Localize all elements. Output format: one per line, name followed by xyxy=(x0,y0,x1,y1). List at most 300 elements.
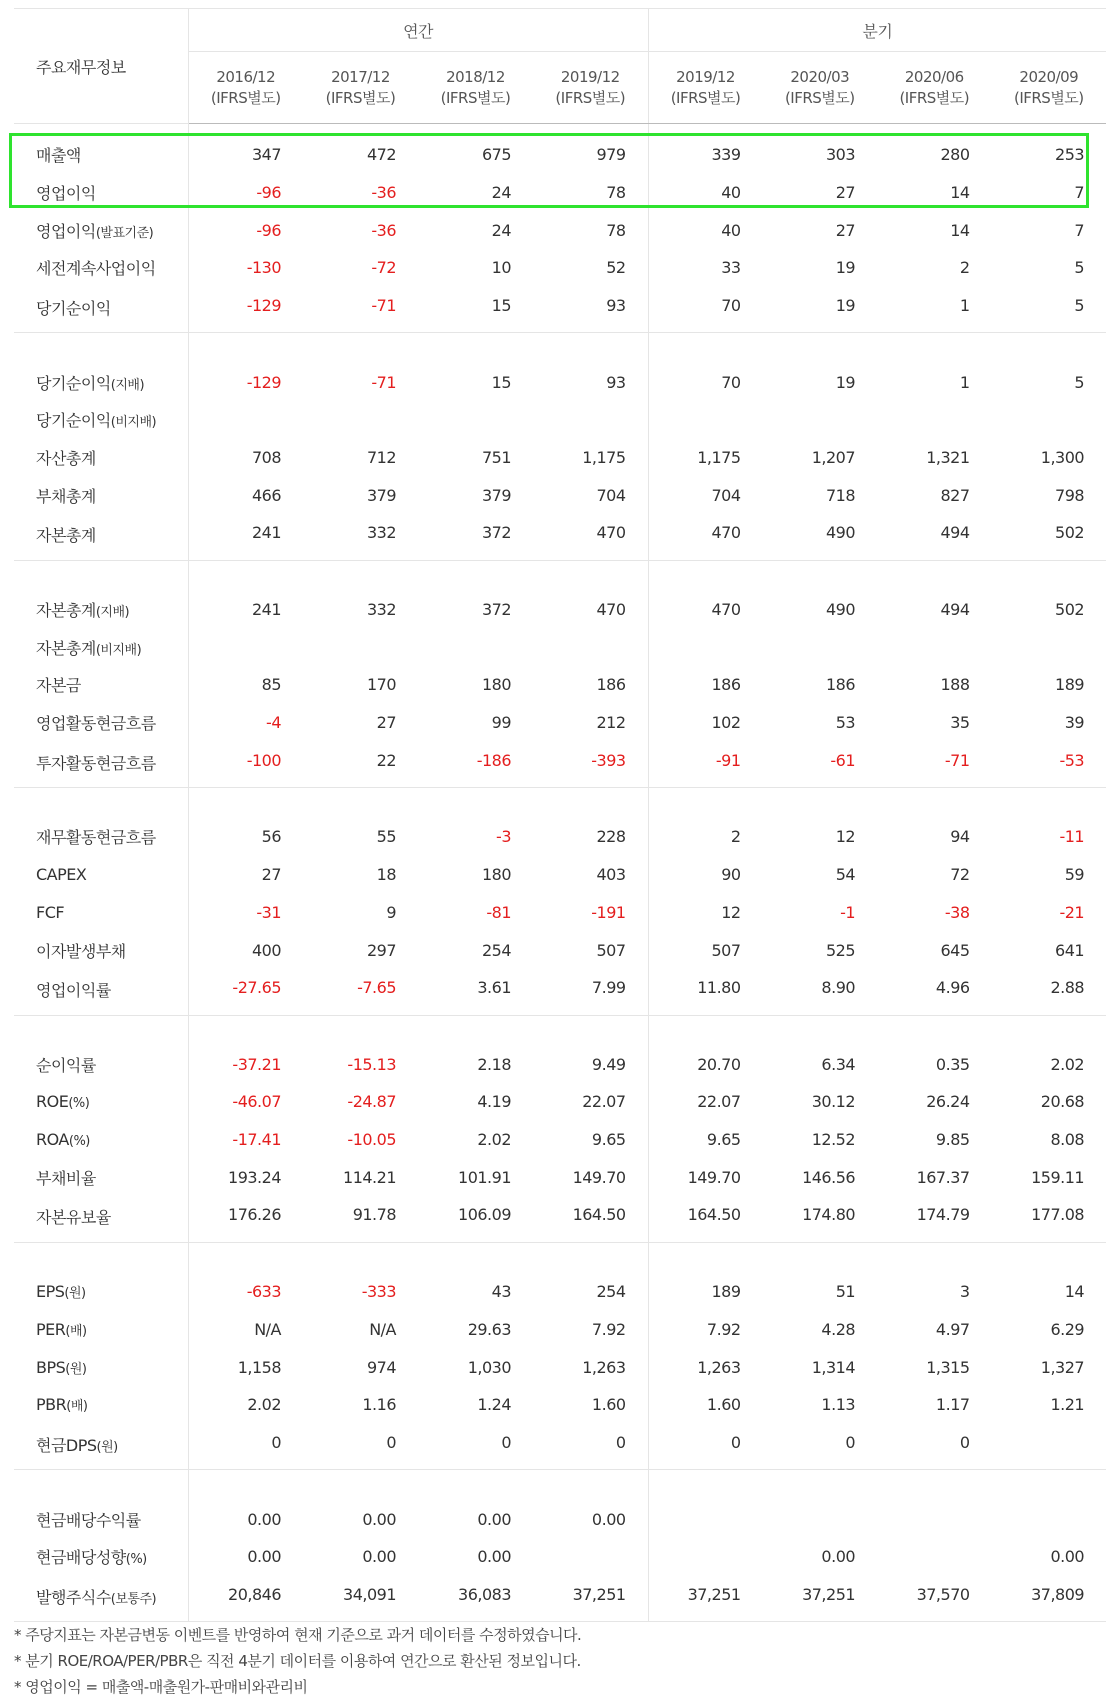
value-cell: 0.00 xyxy=(1050,1547,1085,1567)
row-label-text: ROA xyxy=(36,1130,69,1150)
row-label xyxy=(14,1083,188,1121)
column-basis: (IFRS별도) xyxy=(210,88,281,107)
row-label-text: 현금배당수익률 xyxy=(36,1510,141,1530)
value-cell: 0.00 xyxy=(247,1509,281,1529)
value-cell: 27 xyxy=(261,865,281,885)
value-cell xyxy=(763,628,878,666)
row-label-text: PER xyxy=(36,1319,66,1339)
column-basis: (IFRS별도) xyxy=(670,88,741,107)
value-cell: 167.37 xyxy=(916,1168,970,1188)
value-cell: 43 xyxy=(491,1282,511,1302)
table-row xyxy=(14,931,1106,969)
value-cell: 33 xyxy=(721,258,741,278)
row-label-text: 현금DPS xyxy=(36,1435,97,1455)
value-cell: 1,263 xyxy=(533,1348,648,1386)
value-cell: 27 xyxy=(835,220,856,240)
value-cell: -129 xyxy=(246,372,281,392)
value-cell: 22 xyxy=(303,742,418,788)
value-cell: N/A xyxy=(369,1319,396,1339)
value-cell: 507 xyxy=(711,940,741,960)
row-label-suffix: (비지배) xyxy=(95,642,142,658)
value-cell: 51 xyxy=(835,1282,856,1302)
value-cell xyxy=(648,1538,763,1576)
value-cell: 12 xyxy=(721,902,741,922)
value-cell xyxy=(992,1470,1107,1538)
value-cell: 228 xyxy=(533,788,648,856)
value-cell: 9.65 xyxy=(533,1121,648,1159)
value-cell: 164.50 xyxy=(648,1196,763,1242)
value-cell: 186 xyxy=(711,675,741,695)
row-label-suffix: (%) xyxy=(68,1134,90,1150)
value-cell: 372 xyxy=(481,600,511,620)
value-cell: 2.18 xyxy=(477,1054,511,1074)
value-cell: 146.56 xyxy=(802,1168,856,1188)
value-cell: 12.52 xyxy=(811,1130,856,1150)
table-body xyxy=(14,124,1106,1622)
value-cell: 494 xyxy=(940,600,970,620)
value-cell: 6.29 xyxy=(1050,1319,1085,1339)
value-cell: 0 xyxy=(648,1424,763,1470)
table-row xyxy=(14,1348,1106,1386)
value-cell: -72 xyxy=(371,258,396,278)
row-label-text: BPS xyxy=(36,1357,66,1377)
value-cell: 4.96 xyxy=(877,969,992,1015)
row-label-text: 영업이익 xyxy=(36,221,96,241)
table-row xyxy=(14,856,1106,894)
value-cell: 24 xyxy=(491,220,511,240)
value-cell: 472 xyxy=(366,145,396,165)
value-cell: -11 xyxy=(1059,827,1085,847)
value-cell: 101.91 xyxy=(458,1168,511,1188)
row-label-text: 부채비율 xyxy=(36,1169,96,1189)
table-row xyxy=(14,1576,1106,1622)
value-cell: 1,321 xyxy=(926,448,970,468)
value-cell: 19 xyxy=(835,258,856,278)
value-cell: -61 xyxy=(763,742,878,788)
table-row xyxy=(14,439,1106,477)
row-label-text: 영업이익 xyxy=(36,183,96,203)
value-cell: 1.60 xyxy=(706,1395,741,1415)
value-cell: 712 xyxy=(366,448,396,468)
row-label xyxy=(14,1015,188,1083)
value-cell: 470 xyxy=(533,560,648,628)
row-label-text: 영업활동현금흐름 xyxy=(36,714,156,734)
table-row xyxy=(14,124,1106,174)
column-header xyxy=(418,52,533,124)
row-label-text: 순이익률 xyxy=(36,1055,96,1075)
value-cell xyxy=(992,628,1107,666)
value-cell: 1 xyxy=(877,287,992,333)
value-cell: -191 xyxy=(533,893,648,931)
table-row xyxy=(14,174,1106,212)
value-cell: 149.70 xyxy=(687,1168,741,1188)
value-cell: 5 xyxy=(1074,258,1085,278)
value-cell: 15 xyxy=(418,287,533,333)
table-row xyxy=(14,893,1106,931)
row-label-suffix: (%) xyxy=(125,1552,147,1568)
table-row xyxy=(14,287,1106,333)
value-cell xyxy=(992,1424,1107,1470)
value-cell: 14 xyxy=(1064,1282,1085,1302)
value-cell: 91.78 xyxy=(303,1196,418,1242)
value-cell: 56 xyxy=(261,827,281,847)
value-cell: 1.16 xyxy=(362,1395,396,1415)
value-cell xyxy=(648,1470,763,1538)
value-cell: -10.05 xyxy=(347,1130,396,1150)
value-cell: 0 xyxy=(763,1424,878,1470)
value-cell: 645 xyxy=(940,940,970,960)
table-row xyxy=(14,1386,1106,1424)
value-cell: 53 xyxy=(835,713,856,733)
value-cell: 641 xyxy=(1055,940,1085,960)
value-cell: -71 xyxy=(877,742,992,788)
value-cell: 0.35 xyxy=(935,1054,970,1074)
value-cell: 0.00 xyxy=(477,1547,511,1567)
column-header xyxy=(763,52,878,124)
value-cell: 40 xyxy=(721,220,741,240)
row-label-suffix: (원) xyxy=(96,1439,118,1455)
value-cell xyxy=(877,1538,992,1576)
value-cell: 7.92 xyxy=(706,1319,741,1339)
value-cell: 4.19 xyxy=(477,1092,511,1112)
value-cell: 3.61 xyxy=(418,969,533,1015)
value-cell: 18 xyxy=(376,865,396,885)
column-date: 2018/12 xyxy=(446,67,505,86)
value-cell: 751 xyxy=(481,448,511,468)
value-cell: 186 xyxy=(533,666,648,704)
value-cell: 106.09 xyxy=(418,1196,533,1242)
value-cell: 827 xyxy=(940,485,970,505)
table-row xyxy=(14,969,1106,1015)
table-row xyxy=(14,249,1106,287)
value-cell xyxy=(418,628,533,666)
value-cell: -129 xyxy=(188,287,303,333)
value-cell: 974 xyxy=(366,1357,396,1377)
value-cell: 332 xyxy=(303,514,418,560)
value-cell: 189 xyxy=(1055,675,1085,695)
value-cell: 9.49 xyxy=(533,1015,648,1083)
value-cell: 54 xyxy=(835,865,856,885)
value-cell: 176.26 xyxy=(188,1196,303,1242)
column-date: 2017/12 xyxy=(331,67,390,86)
value-cell: 55 xyxy=(376,827,396,847)
column-header xyxy=(533,52,648,124)
value-cell: 490 xyxy=(763,514,878,560)
value-cell: 9.65 xyxy=(706,1130,741,1150)
row-label xyxy=(14,560,188,628)
value-cell xyxy=(188,401,303,439)
value-cell xyxy=(418,401,533,439)
table-row xyxy=(14,1159,1106,1197)
row-label xyxy=(14,742,188,788)
value-cell: 0.00 xyxy=(821,1547,856,1567)
value-cell: 37,251 xyxy=(648,1576,763,1622)
column-basis: (IFRS별도) xyxy=(1013,88,1084,107)
value-cell: -37.21 xyxy=(232,1054,281,1074)
row-label-suffix: (원) xyxy=(65,1361,87,1377)
value-cell: 14 xyxy=(950,220,970,240)
value-cell xyxy=(533,628,648,666)
value-cell: 70 xyxy=(648,287,763,333)
table-row xyxy=(14,1196,1106,1242)
value-cell: 174.79 xyxy=(877,1196,992,1242)
value-cell: 164.50 xyxy=(533,1196,648,1242)
value-cell: 11.80 xyxy=(648,969,763,1015)
value-cell: 4.97 xyxy=(935,1319,970,1339)
value-cell: 241 xyxy=(251,600,281,620)
value-cell: -96 xyxy=(256,220,281,240)
value-cell: 193.24 xyxy=(228,1168,281,1188)
value-cell: 3 xyxy=(959,1282,970,1302)
footnote: * 영업이익 = 매출액-매출원가-판매비와관리비 xyxy=(14,1678,308,1696)
value-cell: 502 xyxy=(992,514,1107,560)
value-cell: 1,314 xyxy=(811,1357,856,1377)
value-cell: 93 xyxy=(533,287,648,333)
value-cell: -17.41 xyxy=(232,1130,281,1150)
value-cell: 507 xyxy=(533,931,648,969)
row-label-suffix: (%) xyxy=(68,1096,90,1112)
value-cell xyxy=(763,1470,878,1538)
value-cell: 114.21 xyxy=(343,1168,396,1188)
value-cell: -36 xyxy=(371,220,396,240)
row-label xyxy=(14,704,188,742)
value-cell: -91 xyxy=(648,742,763,788)
value-cell: 27 xyxy=(835,182,856,202)
column-date: 2016/12 xyxy=(216,67,276,86)
row-label xyxy=(14,439,188,477)
value-cell: 339 xyxy=(711,145,741,165)
value-cell: 1,158 xyxy=(237,1357,281,1377)
value-cell: 525 xyxy=(826,940,856,960)
value-cell: 20.70 xyxy=(697,1054,741,1074)
row-label xyxy=(14,1310,188,1348)
value-cell: 494 xyxy=(877,514,992,560)
value-cell xyxy=(877,401,992,439)
value-cell: -3 xyxy=(496,827,511,847)
row-label-text: 부채총계 xyxy=(36,486,96,506)
value-cell: -333 xyxy=(361,1282,396,1302)
value-cell: 979 xyxy=(533,124,648,174)
value-cell: 2.02 xyxy=(1050,1054,1085,1074)
row-label xyxy=(14,514,188,560)
value-cell xyxy=(648,401,763,439)
row-label-text: 자산총계 xyxy=(36,449,96,469)
value-cell: 78 xyxy=(533,211,648,249)
row-label-text: 영업이익률 xyxy=(36,981,111,1001)
value-cell: 212 xyxy=(533,704,648,742)
value-cell: 798 xyxy=(1055,485,1085,505)
value-cell: -7.65 xyxy=(303,969,418,1015)
value-cell: 254 xyxy=(481,940,511,960)
value-cell: 177.08 xyxy=(992,1196,1107,1242)
value-cell: 704 xyxy=(711,485,741,505)
value-cell: 254 xyxy=(533,1242,648,1310)
value-cell: 102 xyxy=(711,713,741,733)
value-cell: -27.65 xyxy=(188,969,303,1015)
value-cell: 149.70 xyxy=(533,1159,648,1197)
value-cell: 675 xyxy=(481,145,511,165)
value-cell: 188 xyxy=(940,675,970,695)
value-cell xyxy=(877,1470,992,1538)
value-cell: 0 xyxy=(303,1424,418,1470)
row-label xyxy=(14,1196,188,1242)
row-label xyxy=(14,628,188,666)
row-label-text: 투자활동현금흐름 xyxy=(36,753,156,773)
value-cell: -633 xyxy=(246,1282,281,1302)
value-cell: -36 xyxy=(371,182,396,202)
value-cell xyxy=(763,401,878,439)
row-label-text: 당기순이익 xyxy=(36,411,111,431)
row-label xyxy=(14,969,188,1015)
row-label-text: 자본총계 xyxy=(36,601,96,621)
value-cell: 0.00 xyxy=(362,1509,396,1529)
column-basis: (IFRS별도) xyxy=(440,88,511,107)
value-cell: 39 xyxy=(1064,713,1085,733)
column-header xyxy=(648,52,763,124)
value-cell: 0 xyxy=(418,1424,533,1470)
value-cell: 303 xyxy=(826,145,856,165)
row-label xyxy=(14,1242,188,1310)
value-cell: N/A xyxy=(254,1319,281,1339)
value-cell: 35 xyxy=(950,713,970,733)
value-cell: 2 xyxy=(730,827,741,847)
value-cell: 5 xyxy=(992,287,1107,333)
table-row xyxy=(14,1424,1106,1470)
row-label-suffix: (원) xyxy=(64,1286,86,1302)
value-cell xyxy=(533,1538,648,1576)
financial-table xyxy=(14,8,1106,1622)
quarter-header: 분기 xyxy=(648,9,1106,52)
row-label-suffix: (배) xyxy=(66,1399,88,1415)
table-row xyxy=(14,514,1106,560)
table-row xyxy=(14,704,1106,742)
row-label-text: 자본총계 xyxy=(36,526,96,546)
row-label-text: 당기순이익 xyxy=(36,373,111,393)
value-cell xyxy=(188,628,303,666)
column-date: 2020/03 xyxy=(790,67,850,86)
row-label xyxy=(14,1348,188,1386)
value-cell: -53 xyxy=(992,742,1107,788)
row-label-text: 발행주식수 xyxy=(36,1587,111,1607)
row-label-text: 자본금 xyxy=(36,676,81,696)
row-label-text: CAPEX xyxy=(36,865,87,885)
row-label xyxy=(14,333,188,401)
row-label xyxy=(14,1386,188,1424)
value-cell: 37,251 xyxy=(763,1576,878,1622)
row-label-suffix: (배) xyxy=(65,1323,87,1339)
value-cell: 466 xyxy=(251,485,281,505)
row-label-text: EPS xyxy=(36,1282,65,1302)
value-cell: 94 xyxy=(950,827,970,847)
value-cell: 718 xyxy=(826,485,856,505)
value-cell: 27 xyxy=(376,713,396,733)
value-cell: 470 xyxy=(648,514,763,560)
value-cell: 22.07 xyxy=(697,1092,741,1112)
table-row xyxy=(14,742,1106,788)
value-cell: -81 xyxy=(486,902,511,922)
value-cell: 1,327 xyxy=(1040,1357,1085,1377)
value-cell: -15.13 xyxy=(347,1054,396,1074)
table-row xyxy=(14,401,1106,439)
row-label xyxy=(14,1470,188,1538)
value-cell: 490 xyxy=(826,600,856,620)
value-cell: 2.02 xyxy=(247,1395,281,1415)
value-cell: 1,315 xyxy=(926,1357,970,1377)
column-date: 2020/09 xyxy=(1019,67,1079,86)
value-cell: -1 xyxy=(840,902,856,922)
value-cell: 1.17 xyxy=(935,1395,970,1415)
footnote: * 주당지표는 자본금변동 이벤트를 반영하여 현재 기준으로 과거 데이터를 수정하였습니다. xyxy=(14,1626,582,1644)
value-cell: 99 xyxy=(491,713,511,733)
value-cell: 708 xyxy=(251,448,281,468)
row-label-text: 당기순이익 xyxy=(36,298,111,318)
row-label-text: PBR xyxy=(36,1395,67,1415)
value-cell: 37,251 xyxy=(533,1576,648,1622)
value-cell: 241 xyxy=(188,514,303,560)
value-cell: 170 xyxy=(366,675,396,695)
value-cell: 9 xyxy=(386,902,396,922)
value-cell: 186 xyxy=(826,675,856,695)
table-row xyxy=(14,1470,1106,1538)
footnote: * 분기 ROE/ROA/PER/PBR은 직전 4분기 데이터를 이용하여 연간으로 환산된 정보입니다. xyxy=(14,1652,581,1670)
value-cell: 1,300 xyxy=(1040,448,1085,468)
row-label xyxy=(14,1424,188,1470)
value-cell: 52 xyxy=(533,249,648,287)
value-cell: 37,809 xyxy=(992,1576,1107,1622)
column-date: 2019/12 xyxy=(676,67,735,86)
row-label xyxy=(14,174,188,212)
value-cell: 7 xyxy=(1074,220,1085,240)
row-label xyxy=(14,124,188,174)
value-cell: 1,030 xyxy=(467,1357,511,1377)
value-cell: -71 xyxy=(371,372,396,392)
value-cell: 15 xyxy=(491,372,511,392)
row-label xyxy=(14,249,188,287)
value-cell: 85 xyxy=(261,675,281,695)
table-row xyxy=(14,211,1106,249)
value-cell: 0.00 xyxy=(362,1547,396,1567)
annual-header: 연간 xyxy=(188,9,648,52)
column-basis: (IFRS별도) xyxy=(325,88,396,107)
value-cell xyxy=(648,628,763,666)
value-cell: 0 xyxy=(533,1424,648,1470)
table-row xyxy=(14,1242,1106,1310)
value-cell: 7 xyxy=(1074,182,1085,202)
value-cell: 12 xyxy=(835,827,856,847)
row-label xyxy=(14,788,188,856)
value-cell: 379 xyxy=(481,485,511,505)
column-header xyxy=(188,52,303,124)
value-cell xyxy=(992,401,1107,439)
value-cell: 0.00 xyxy=(247,1547,281,1567)
value-cell: 6.34 xyxy=(821,1054,856,1074)
value-cell: 0 xyxy=(877,1424,992,1470)
table-row xyxy=(14,666,1106,704)
value-cell xyxy=(303,628,418,666)
column-basis: (IFRS별도) xyxy=(899,88,970,107)
table-row xyxy=(14,1121,1106,1159)
value-cell: 1,175 xyxy=(533,439,648,477)
value-cell: 4.28 xyxy=(821,1319,856,1339)
value-cell: 1 xyxy=(959,372,970,392)
table-row xyxy=(14,1310,1106,1348)
value-cell: 1.13 xyxy=(821,1395,856,1415)
value-cell: 20,846 xyxy=(188,1576,303,1622)
row-label xyxy=(14,1121,188,1159)
value-cell: 9.85 xyxy=(935,1130,970,1150)
column-basis: (IFRS별도) xyxy=(555,88,626,107)
value-cell: 1,175 xyxy=(697,448,741,468)
